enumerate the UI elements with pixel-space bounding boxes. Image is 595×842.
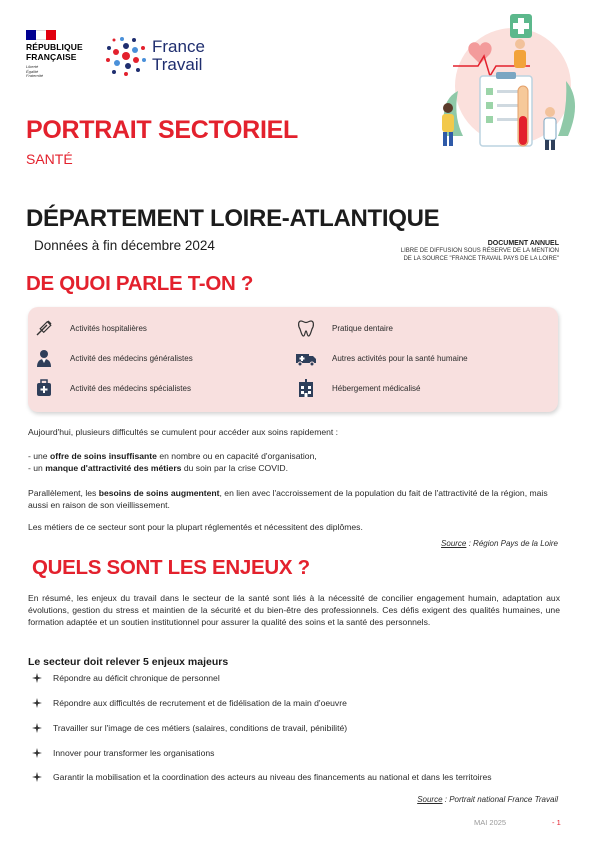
department-title: DÉPARTEMENT LOIRE-ATLANTIQUE [26,205,440,232]
health-illustration [418,6,583,156]
medical-kit-icon [33,377,55,399]
republique-francaise-logo [26,30,92,79]
activity-label: Activité des médecins spécialistes [70,383,191,393]
activity-item [33,377,191,399]
activity-label: Activité des médecins généralistes [70,353,193,363]
section-heading-enjeux: QUELS SONT LES ENJEUX ? [32,556,310,579]
activity-label: Pratique dentaire [332,323,393,333]
enjeux-paragraph: En résumé, les enjeux du travail dans le secteur de la santé sont liés à la nécessité de concilier engagement humain, adaptation aux évolutions, gestion du stress et maintien de la sécurité et du bien-être des professionnels. Ces défis exigent des qualités humaines, une formation adaptée et un soutien institutionnel pour assurer la qualité des soins et la santé des personnels. [28,593,560,628]
france-travail-name [152,38,205,74]
activity-item [33,317,147,339]
document-note-line-1: DOCUMENT ANNUEL [487,240,559,247]
activity-label: Activités hospitalières [70,323,147,333]
rf-motto-line-1: Liberté [26,64,39,69]
enjeu-item [32,772,492,782]
source-2 [417,795,558,804]
bullet-prefix: - une [28,451,50,461]
section-heading-de-quoi: DE QUOI PARLE T-ON ? [26,272,254,295]
enjeu-item [32,723,347,733]
rf-motto [26,65,92,79]
activity-label: Hébergement médicalisé [332,383,421,393]
enjeux-list-title: Le secteur doit relever 5 enjeux majeurs [28,656,229,668]
bullet-bold: offre de soins insuffisante [49,451,157,461]
activity-item [33,347,193,369]
footer-date: MAI 2025 [474,818,507,827]
syringe-icon [33,317,55,339]
para-suffix: , en lien avec l'accroissement de la population du fait de l'attractivité de la région, mais aussi en raison de son vieillissement. [28,488,548,511]
source-label: Source [441,539,467,548]
ft-name-line-1: France [152,37,205,56]
source-label: Source [417,795,443,804]
paragraph-besoins [28,487,560,511]
difficulty-bullet-1 [28,450,560,462]
rf-name-line-2: FRANÇAISE [26,51,77,62]
enjeu-label: Innover pour transformer les organisations [53,748,215,758]
source-1 [441,539,558,548]
bullet-suffix: en nombre ou en capacité d'organisation, [156,451,317,461]
enjeu-item [32,673,220,683]
enjeu-label: Travailler sur l'image de ces métiers (salaires, conditions de travail, pénibilité) [53,723,348,733]
para-prefix: Parallèlement, les [28,488,99,498]
tooth-icon [295,317,317,339]
data-date: Données à fin décembre 2024 [34,238,215,253]
activity-item [295,377,421,399]
bullet-suffix: du soin par la crise COVID. [181,463,288,473]
rf-motto-line-3: Fraternité [26,73,44,79]
diamond-bullet-icon [32,673,42,683]
bullet-bold: manque d'attractivité des métiers [45,463,182,473]
rf-motto-line-2: Égalité [26,68,39,74]
diamond-bullet-icon [32,723,42,733]
france-travail-logo [104,34,224,78]
enjeu-label: Répondre au déficit chronique de personnel [53,673,220,683]
para-bold: besoins de soins augmentent [98,488,220,498]
document-note-line-3: DE LA SOURCE "FRANCE TRAVAIL PAYS DE LA LOIRE" [403,256,559,262]
page-title: PORTRAIT SECTORIEL [26,116,298,144]
bullet-prefix: - un [28,463,46,473]
intro-text: Aujourd'hui, plusieurs difficultés se cumulent pour accéder aux soins rapidement : [28,427,339,437]
hospital-building-icon [295,377,317,399]
french-flag-icon [26,30,56,40]
activity-label: Autres activités pour la santé humaine [332,353,468,363]
activity-item [295,347,468,369]
paragraph-diplomes: Les métiers de ce secteur sont pour la plupart réglementés et nécessitent des diplômes. [28,522,363,532]
diamond-bullet-icon [32,772,42,782]
diamond-bullet-icon [32,698,42,708]
rf-name-line-1: RÉPUBLIQUE [26,42,83,52]
document-note-line-2: LIBRE DE DIFFUSION SOUS RÉSERVE DE LA MENTION [400,248,559,254]
document-note [339,240,559,263]
activity-item [295,317,393,339]
enjeu-item [32,698,347,708]
ambulance-icon [295,347,317,369]
difficulty-bullet-2 [28,462,560,474]
activities-box [28,307,558,412]
page-number: - 1 [552,818,561,827]
france-travail-dots-icon [104,34,148,78]
diamond-bullet-icon [32,748,42,758]
enjeu-item [32,748,214,758]
ft-name-line-2: Travail [152,55,203,74]
page-subtitle: SANTÉ [26,151,73,167]
source-text: : Région Pays de la Loire [466,539,558,548]
doctor-icon [33,347,55,369]
enjeu-label: Répondre aux difficultés de recrutement et de fidélisation de la main d'oeuvre [53,698,347,708]
enjeu-label: Garantir la mobilisation et la coordination des acteurs au niveau des financements au national et dans les territoires [53,772,492,782]
source-text: : Portrait national France Travail [442,795,558,804]
